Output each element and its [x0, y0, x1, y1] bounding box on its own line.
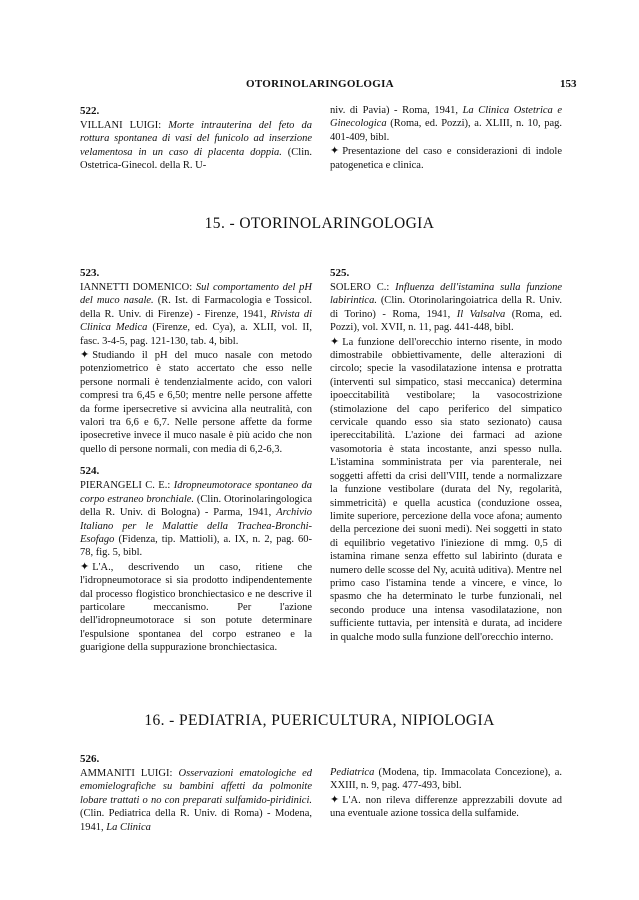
entry-number: 523.: [80, 267, 100, 279]
source-details: (Modena, tip. Immacolata Concezione), a. XXIII, n. 9, pag. 477-493, bibl.: [330, 767, 563, 792]
journal-title: La Clinica: [106, 821, 151, 833]
journal-title: Rivista di Clinica Medica: [80, 308, 313, 334]
entry-525: [330, 266, 562, 644]
source: (Clin. Otorinolaringologica della R. Univ. di Bologna) - Parma, 1941,: [80, 493, 313, 519]
author: VILLANI LUIGI:: [80, 120, 162, 131]
journal-title: Archivio Italiano per le Malattie della Trachea-Bronchi-Esofago: [80, 507, 313, 545]
entry-number: 522.: [80, 105, 100, 117]
diamond-bullet-icon: ✦: [330, 335, 340, 348]
entry-number: 524.: [80, 465, 100, 478]
author: SOLERO C.:: [330, 282, 390, 293]
journal-title: Il Valsalva: [456, 308, 506, 320]
entry-526-continued: [330, 766, 562, 821]
author: AMMANITI LUIGI:: [80, 768, 173, 779]
article-title: Morte intrauterina del feto da rottura spontanea di vasi del funicolo ad inserzione velamentosa in un caso di placenta doppia.: [80, 120, 312, 158]
diamond-bullet-icon: ✦: [330, 793, 340, 806]
page-number: 153: [560, 78, 577, 90]
source: (Clin. Pediatrica della R. Univ. di Roma) - Modena, 1941,: [80, 808, 312, 833]
source: niv. di Pavia) - Roma, 1941,: [330, 105, 458, 116]
article-title: Idropneumotorace spontaneo da corpo estraneo bronchiale.: [80, 480, 312, 505]
entry-522-continued: [330, 104, 562, 172]
abstract: ✦ L'A., descrivendo un caso, ritiene che l'idropneumotorace si sia prodotto indipendentemente dal processo flogistico bronchiectasico e ne descrive il particolare meccanismo. Per l'azione dell'idropneumotorace si son potute determinare l'espulsione spontanea del corpo estraneo e la guarigione della suppurazione bronchiectasica.: [80, 560, 312, 654]
entry-522: [80, 104, 312, 173]
article-title: Sul comportamento del pH del muco nasale.: [80, 282, 312, 307]
diamond-bullet-icon: ✦: [330, 145, 340, 158]
entry-number: 526.: [80, 753, 100, 765]
running-title: OTORINOLARINGOLOGIA: [246, 78, 394, 90]
entry-526: [80, 752, 312, 834]
journal-title: Pediatrica: [330, 767, 375, 778]
section-title-otorinolaringologia: 15. - OTORINOLARINGOLOGIA: [204, 215, 435, 232]
citation: [330, 766, 562, 793]
source: (R. Ist. di Farmacologia e Tossicol. della R. Univ. di Firenze) - Firenze, 1941,: [80, 295, 313, 320]
journal-title: La Clinica Ostetrica e Ginecologica: [330, 105, 562, 130]
entry-524: [80, 464, 312, 654]
citation: [80, 767, 312, 834]
source-details: (Roma, ed. Pozzi), a. XLIII, n. 10, pag. 401-409, bibl.: [330, 118, 563, 143]
diamond-bullet-icon: ✦: [80, 349, 90, 362]
section-15-left-column: [80, 266, 312, 663]
source: (Clin. Otorinolaringoiatrica della R. Univ. di Torino) - Roma, 1941,: [330, 295, 562, 320]
article-title: Osservazioni ematologiche ed emomielografiche su bambini affetti da polmonite lobare trattati o no con preparati sulfamido-piridinici.: [80, 768, 313, 806]
citation: [80, 479, 312, 559]
citation: [80, 119, 312, 173]
citation: [330, 104, 562, 144]
source-details: (Roma, ed. Pozzi), vol. XVII, n. 11, pag. 441-448, bibl.: [330, 308, 562, 334]
source-details: (Fidenza, tip. Mattioli), a. IX, n. 2, pag. 60-78, fig. 5, bibl.: [80, 533, 313, 559]
author: PIERANGELI C. E.:: [80, 480, 171, 492]
abstract: ✦ Presentazione del caso e considerazioni di indole patogenetica e clinica.: [330, 145, 562, 171]
abstract: ✦ L'A. non rileva differenze apprezzabili dovute ad una eventuale azione tossica della sulfamide.: [330, 793, 562, 820]
author: IANNETTI DOMENICO:: [80, 282, 193, 293]
section-15-right-column: [330, 266, 562, 652]
abstract: ✦ Studiando il pH del muco nasale con metodo potenziometrico è stato accertato che esso nelle persone normali è tendenzialmente acido, con valori compresi tra 6,45 e 6,50; mentre nelle persone affette da forme ipersecretive si avvicina alla neutralità, con valori tra 6,6 e 6,7. Nelle persone affette da forme iposecretive invece il muco nasale è più acido che non quello di persone normali, con media di 6,2-6,3.: [80, 349, 312, 455]
entry-number: 525.: [330, 267, 350, 279]
entry-523: [80, 266, 312, 456]
diamond-bullet-icon: ✦: [80, 560, 90, 573]
source-details: (Firenze, ed. Cya), a. XLII, vol. II, fasc. 3-4-5, pag. 121-130, tab. 4, bibl.: [80, 322, 312, 347]
abstract: ✦ La funzione dell'orecchio interno risente, in modo dimostrabile obbiettivamente, delle alterazioni di circolo; specie la vasodilatazione intensa e protratta (interventi sul simpatico, stasi meccanica) determina ipoeccitabilità vestibolare; la vasocostrizione (stimolazione del capo periferico del simpatico cervicale quando esso sia stato sezionato) causa ipereccitabilità. L'azione dei farmaci ad azione vasomotoria è stata incostante, anzi spesso nulla. L'istamina somministrata per via parenterale, nei soggetti affetti da crisi dell'VIII, tende a normalizzare la funzione vestibolare (durata del Ny, regolarità, simmetricità) e quella acustica (conduzione ossea, limite superiore, percezione della voce afona; aumento della percezione dei suoni medi). Nei soggetti in stato di equilibrio vegetativo l'iniezione di mmg. 0,5 di istamina rimane senza effetto sul labirinto (durata e numero delle scosse del Ny, acuità uditiva). Mentre nel primo caso l'istamina tende a vincere, e vince, lo spasmo che ha determinato le turbe funzionali, nel secondo produce una intensa vasodilatazione, non sufficiente tuttavia, per intensità e durata, ad incidere in qualche modo sulla funzione dell'orecchio interno.: [330, 335, 562, 643]
article-title: Influenza dell'istamina sulla funzione labirintica.: [330, 282, 562, 307]
citation: [80, 281, 312, 348]
source: (Clin. Ostetrica-Ginecol. della R. U-: [80, 146, 313, 172]
citation: [330, 281, 562, 335]
section-title-pediatria: 16. - PEDIATRIA, PUERICULTURA, NIPIOLOGIA: [144, 712, 495, 729]
